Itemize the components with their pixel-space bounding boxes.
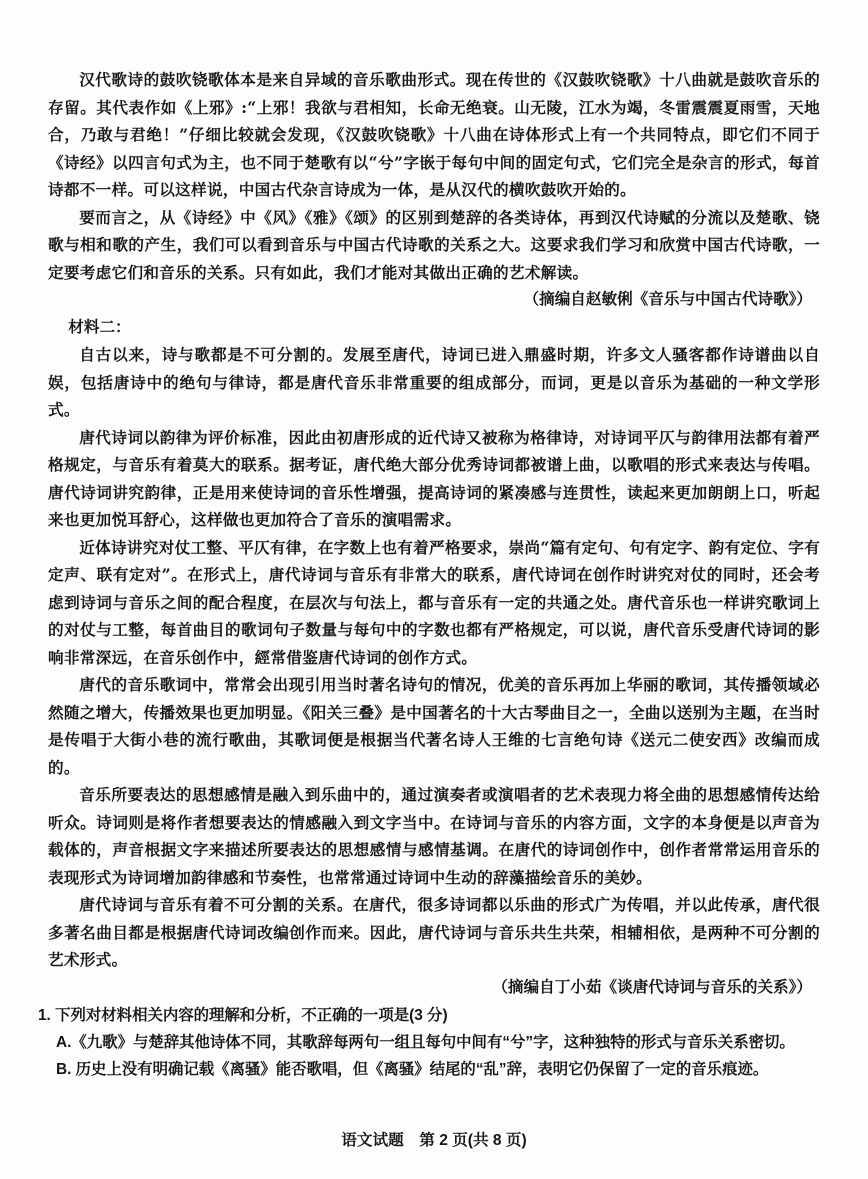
option-b: B. 历史上没有明确记载《离骚》能否歌唱，但《离骚》结尾的“乱”辞，表明它仍保留了一定的音乐痕迹。 — [56, 1060, 769, 1078]
source-citation-2: （摘编自丁小茹《谈唐代诗词与音乐的关系》） — [492, 978, 812, 996]
paragraph-5: 近体诗讲究对仗工整、平仄有律，在字数上也有着严格要求，崇尚“篇有定句、句有定字、韵有定位、字有定声、联有定对”。在形式上，唐代诗词与音乐有非常大的联系，唐代诗词在创作时讲究对仗的同时，还会考虑到诗词与音乐之间的配合程度，在层次与句法上，都与音乐有一定的共通之处。唐代音乐也一样讲究歌词上的对仗与工整，每首曲目的歌词句子数量与每句中的字数也都有严格规定，可以说，唐代音乐受唐代诗词的影响非常深远，在音乐创作中，經常借鉴唐代诗词的创作方式。 — [48, 537, 820, 667]
paragraph-4: 唐代诗词以韵律为评价标准，因此由初唐形成的近代诗又被称为格律诗，对诗词平仄与韵律用法都有着严格规定，与音乐有着莫大的联系。据考证，唐代绝大部分优秀诗词都被谱上曲，以歌唱的形式来表达与传唱。唐代诗词讲究韵律，正是用来使诗词的音乐性增强，提高诗词的紧凑感与连贯性，读起来更加朗朗上口，听起来也更加悦耳舒心，这样做也更加符合了音乐的演唱需求。 — [48, 427, 820, 529]
paragraph-8: 唐代诗词与音乐有着不可分割的关系。在唐代，很多诗词都以乐曲的形式广为传唱，并以此传承，唐代很多著名曲目都是根据唐代诗词改编创作而来。因此，唐代诗词与音乐共生共荣，相辅相依，是两种不可分割的艺术形式。 — [48, 895, 820, 969]
paragraph-6: 唐代的音乐歌词中，常常会出现引用当时著名诗句的情况，优美的音乐再加上华丽的歌词，其传播领域必然随之增大，传播效果也更加明显。《阳关三叠》是中国著名的十大古琴曲目之一，全曲以送别为主题，在当时是传唱于大街小巷的流行歌曲，其歌词便是根据当代著名诗人王维的七言绝句诗《送元二使安西》改编而成的。 — [48, 675, 820, 777]
paragraph-3: 自古以来，诗与歌都是不可分割的。发展至唐代，诗词已进入鼎盛时期，许多文人骚客都作诗谱曲以自娱，包括唐诗中的绝句与律诗，都是唐代音乐非常重要的组成部分，而词，更是以音乐为基础的一种文学形式。 — [48, 345, 820, 419]
question-stem: 1. 下列对材料相关内容的理解和分析，不正确的一项是(3 分) — [38, 1006, 448, 1024]
paragraph-2: 要而言之，从《诗经》中《风》《雅》《颂》的区别到楚辞的各类诗体，再到汉代诗赋的分流以及楚歌、铙歌与相和歌的产生，我们可以看到音乐与中国古代诗歌的关系之大。这要求我们学习和欣赏中国古代诗歌，一定要考虑它们和音乐的关系。只有如此，我们才能对其做出正确的艺术解读。 — [48, 207, 820, 282]
page-footer: 语文试题 第 2 页(共 8 页) — [341, 1132, 527, 1149]
option-a: A.《九歌》与楚辞其他诗体不同，其歌辞每两句一组且每句中间有“兮”字，这种独特的形式与音乐关系密切。 — [56, 1033, 795, 1051]
paragraph-1: 汉代歌诗的鼓吹铙歌体本是来自异域的音乐歌曲形式。现在传世的《汉鼓吹铙歌》十八曲就是鼓吹音乐的存留。其代表作如《上邪》:“上邪！我欲与君相知，长命无绝衰。山无陵，江水为竭，冬雷震震夏雨雪，天地合，乃敢与君绝！”仔细比较就会发现，《汉鼓吹铙歌》十八曲在诗体形式上有一个共同特点，即它们不同于《诗经》以四言句式为主，也不同于楚歌有以“兮”字嵌于每句中间的固定句式，它们完全是杂言的形式，每首诗都不一样。可以这样说，中国古代杂言诗成为一体，是从汉代的横吹鼓吹开始的。 — [48, 70, 820, 199]
page-content — [38, 66, 820, 1083]
source-citation-1: （摘编自赵敏俐《音乐与中国古代诗歌》） — [523, 291, 812, 308]
material-two-heading: 材料二： — [68, 319, 131, 336]
paragraph-7: 音乐所要表达的思想感情是融入到乐曲中的，通过演奏者或演唱者的艺术表现力将全曲的思想感情传达给听众。诗词则是将作者想要表达的情感融入到文字当中。在诗词与音乐的内容方面，文字的本身便是以声音为载体的，声音根据文字来描述所要表达的思想感情与感情基调。在唐代的诗词创作中，创作者常常运用音乐的表现形式为诗词增加韵律感和节奏性，也常常通过诗词中生动的辞藻描绘音乐的美妙。 — [48, 785, 820, 887]
